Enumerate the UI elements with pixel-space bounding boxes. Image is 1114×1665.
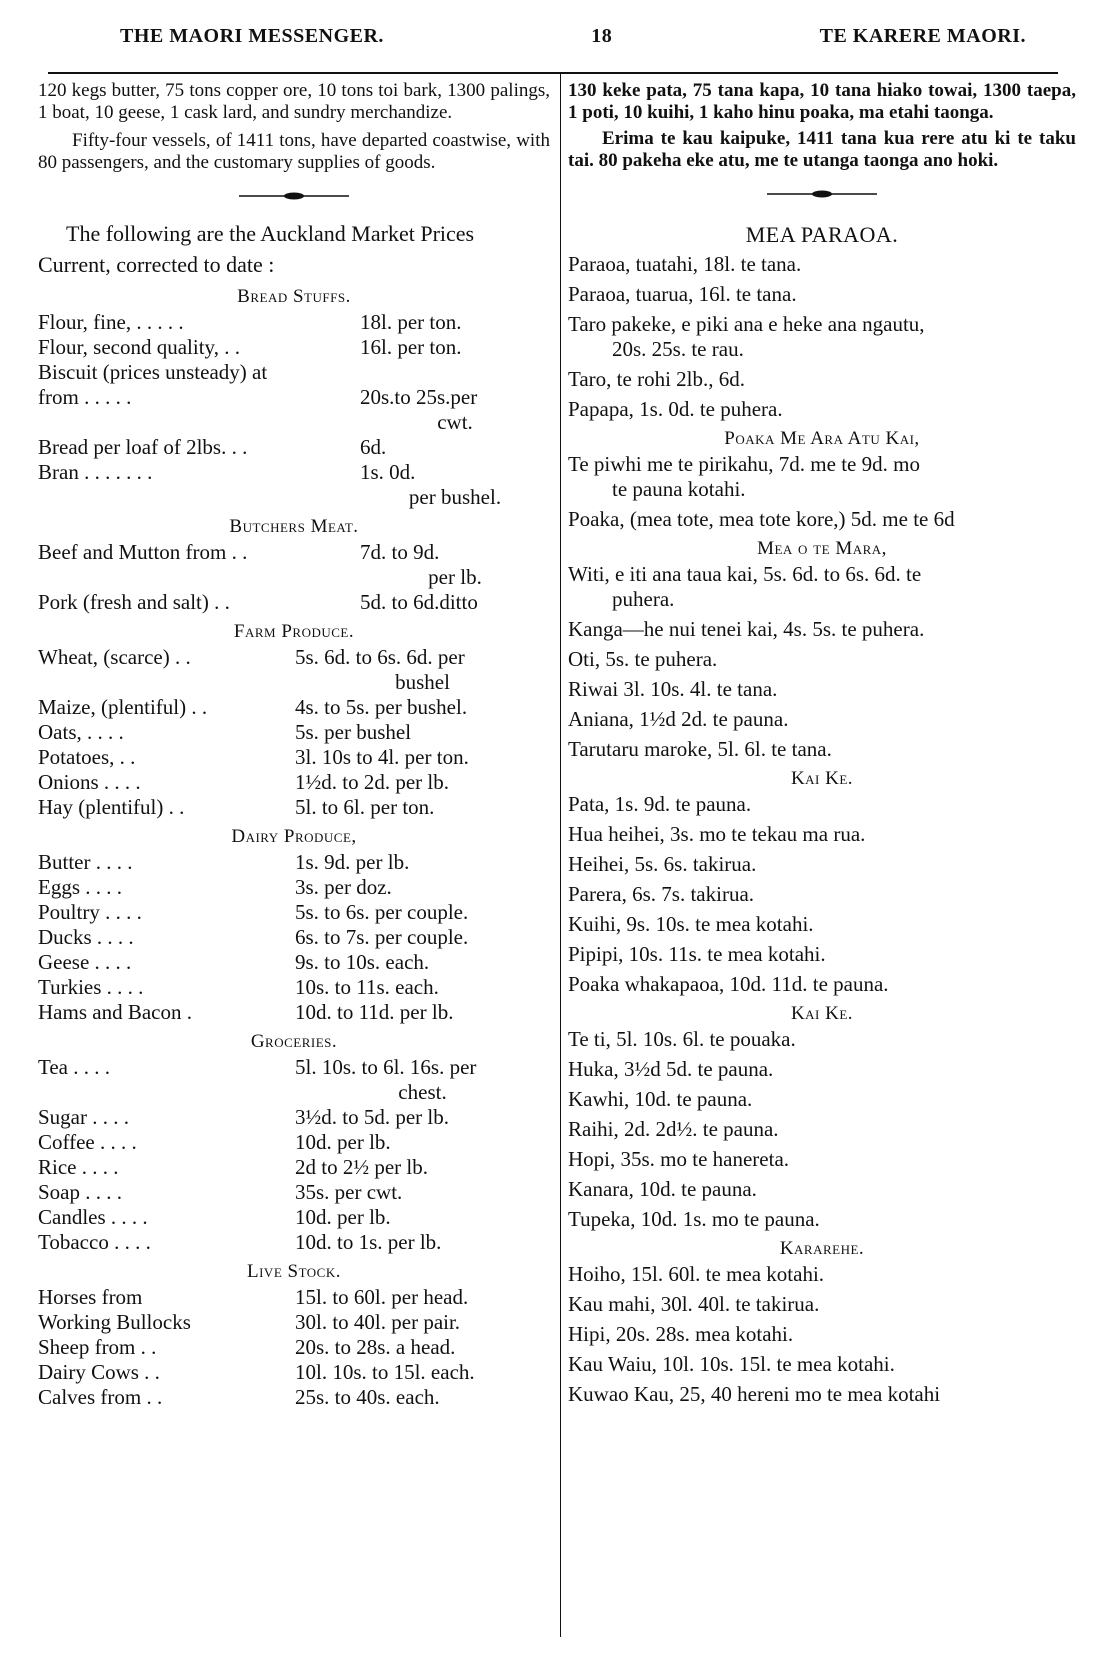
maori-column <box>568 80 1076 1637</box>
price-value: 5s. to 6s. per couple. <box>295 900 469 924</box>
price-item: Hams and Bacon . <box>38 1000 192 1024</box>
price-value: 5l. to 6l. per ton. <box>295 795 435 819</box>
price-value-continued: chest. <box>398 1080 447 1104</box>
price-item: Eggs . . . . <box>38 875 122 899</box>
price-row <box>38 460 550 510</box>
price-entry-text: Pipipi, 10s. 11s. te mea kotahi. <box>568 942 826 966</box>
price-value: 1s. 0d. <box>360 460 416 484</box>
price-entry-text: Poaka whakapaoa, 10d. 11d. te pauna. <box>568 972 889 996</box>
cargo-paragraph-maori: 130 keke pata, 75 tana kapa, 10 tana hiako towai, 1300 taepa, 1 poti, 10 kuihi, 1 kaho hinu poaka, ma etahi taonga. <box>568 80 1076 123</box>
price-entry-text: Kuihi, 9s. 10s. te mea kotahi. <box>568 912 814 936</box>
price-entry-text: Parera, 6s. 7s. takirua. <box>568 882 755 906</box>
price-row <box>38 310 550 335</box>
price-entry-maori <box>568 707 1076 732</box>
price-entry-text: Paraoa, tuarua, 16l. te tana. <box>568 282 797 306</box>
price-value: 6s. to 7s. per couple. <box>295 925 469 949</box>
section-heading-maori: Mea o te Mara, <box>757 538 887 559</box>
price-value: 20s. to 28s. a head. <box>295 1335 456 1359</box>
price-item: Coffee . . . . <box>38 1130 137 1154</box>
price-row <box>38 1105 550 1130</box>
price-item: Wheat, (scarce) . . <box>38 645 191 669</box>
price-item: Poultry . . . . <box>38 900 142 924</box>
price-value: 5s. 6d. to 6s. 6d. per <box>295 645 465 669</box>
price-value: 5d. to 6d.ditto <box>360 590 478 614</box>
price-row <box>38 925 550 950</box>
price-row <box>38 590 550 615</box>
page-number: 18 <box>591 24 613 47</box>
price-entry-text: Tarutaru maroke, 5l. 6l. te tana. <box>568 737 832 761</box>
price-item: Working Bullocks <box>38 1310 191 1334</box>
price-entry-maori <box>568 1322 1076 1347</box>
price-item: Hay (plentiful) . . <box>38 795 185 819</box>
price-entry-text: Taro, te rohi 2lb., 6d. <box>568 367 745 391</box>
price-value: 1½d. to 2d. per lb. <box>295 770 449 794</box>
vessels-paragraph: Fifty-four vessels, of 1411 tons, have departed coastwise, with 80 passengers, and the customary supplies of goods. <box>38 130 550 173</box>
price-entry-text: Hipi, 20s. 28s. mea kotahi. <box>568 1322 794 1346</box>
price-entry-text: Kanara, 10d. te pauna. <box>568 1177 757 1201</box>
price-item: Dairy Cows . . <box>38 1360 160 1384</box>
price-row <box>38 1000 550 1025</box>
price-entry-text: Oti, 5s. te puhera. <box>568 647 718 671</box>
price-value: 18l. per ton. <box>360 310 462 334</box>
price-entry-maori <box>568 507 1076 532</box>
price-value: 6d. <box>360 435 387 459</box>
price-value: 1s. 9d. per lb. <box>295 850 410 874</box>
price-row <box>38 850 550 875</box>
price-item: Oats, . . . . <box>38 720 124 744</box>
maori-price-list <box>568 252 1076 1407</box>
price-entry-maori <box>568 792 1076 817</box>
price-row <box>38 1130 550 1155</box>
price-entry-text: Hoiho, 15l. 60l. te mea kotahi. <box>568 1262 825 1286</box>
section-heading: Farm Produce. <box>233 621 355 642</box>
price-item: Turkies . . . . <box>38 975 144 999</box>
price-entry-maori <box>568 1292 1076 1317</box>
price-row <box>38 385 550 435</box>
price-row <box>38 720 550 745</box>
price-entry-continued: 20s. 25s. te rau. <box>612 337 744 361</box>
price-spacer <box>38 565 360 590</box>
price-value: 3s. per doz. <box>295 875 392 899</box>
price-item: Bread per loaf of 2lbs. . . <box>38 435 248 459</box>
price-value-continued: per bushel. <box>408 485 502 509</box>
price-item: Flour, fine, . . . . . <box>38 310 184 334</box>
price-value: 5s. per bushel <box>295 720 412 744</box>
price-entry-text: Kau Waiu, 10l. 10s. 15l. te mea kotahi. <box>568 1352 895 1376</box>
price-value: 5l. 10s. to 6l. 16s. per <box>295 1055 477 1079</box>
price-row <box>38 950 550 975</box>
price-entry-continued: puhera. <box>612 587 675 611</box>
price-entry-maori <box>568 942 1076 967</box>
price-row <box>38 1180 550 1205</box>
price-row <box>38 1155 550 1180</box>
price-entry-maori <box>568 367 1076 392</box>
price-item: Beef and Mutton from . . <box>38 540 248 564</box>
price-entry-text: Papapa, 1s. 0d. te puhera. <box>568 397 783 421</box>
price-entry-text: Te piwhi me te pirikahu, 7d. me te 9d. mo <box>568 452 920 476</box>
price-value: 3½d. to 5d. per lb. <box>295 1105 449 1129</box>
price-value: 4s. to 5s. per bushel. <box>295 695 468 719</box>
price-entry-text: Kanga—he nui tenei kai, 4s. 5s. te puhera. <box>568 617 925 641</box>
price-item: Geese . . . . <box>38 950 132 974</box>
price-item: Horses from <box>38 1285 143 1309</box>
section-heading: Bread Stuffs. <box>237 286 351 307</box>
price-row <box>38 975 550 1000</box>
price-row <box>38 645 550 695</box>
price-entry-text: Taro pakeke, e piki ana e heke ana ngautu, <box>568 312 925 336</box>
price-entry-text: Te ti, 5l. 10s. 6l. te pouaka. <box>568 1027 796 1051</box>
price-row <box>38 435 550 460</box>
price-value: 10s. to 11s. each. <box>295 975 439 999</box>
price-entry-text: Pata, 1s. 9d. te pauna. <box>568 792 752 816</box>
section-heading-maori: Poaka Me Ara Atu Kai, <box>724 428 920 449</box>
price-value: 20s.to 25s.per <box>360 385 478 409</box>
price-entry-text: Poaka, (mea tote, mea tote kore,) 5d. me te 6d <box>568 507 955 531</box>
price-entry-maori <box>568 397 1076 422</box>
price-value: 10d. per lb. <box>295 1130 391 1154</box>
price-entry-maori <box>568 1117 1076 1142</box>
price-entry-text: Huka, 3½d 5d. te pauna. <box>568 1057 774 1081</box>
price-item: Rice . . . . <box>38 1155 119 1179</box>
price-entry-maori <box>568 282 1076 307</box>
price-entry-text: Paraoa, tuatahi, 18l. te tana. <box>568 252 802 276</box>
market-intro: The following are the Auckland Market Prices Current, corrected to date : <box>38 221 475 277</box>
price-entry-text: Hua heihei, 3s. mo te tekau ma rua. <box>568 822 866 846</box>
price-entry-maori <box>568 1207 1076 1232</box>
price-entry-maori <box>568 912 1076 937</box>
price-entry-text: Raihi, 2d. 2d½. te pauna. <box>568 1117 779 1141</box>
price-value: 35s. per cwt. <box>295 1180 403 1204</box>
price-item: Flour, second quality, . . <box>38 335 240 359</box>
section-heading: Groceries. <box>250 1031 338 1052</box>
price-sections <box>38 286 550 1410</box>
price-item: Soap . . . . <box>38 1180 122 1204</box>
price-item: Candles . . . . <box>38 1205 148 1229</box>
price-spacer <box>38 1080 295 1105</box>
price-entry-text: Aniana, 1½d 2d. te pauna. <box>568 707 789 731</box>
price-entry-maori <box>568 252 1076 277</box>
price-item: Butter . . . . <box>38 850 133 874</box>
price-item: Potatoes, . . <box>38 745 136 769</box>
price-value: 3l. 10s to 4l. per ton. <box>295 745 469 769</box>
price-entry-text: Tupeka, 10d. 1s. mo te pauna. <box>568 1207 820 1231</box>
price-item: Ducks . . . . <box>38 925 134 949</box>
price-value: 10d. to 11d. per lb. <box>295 1000 454 1024</box>
price-item: Pork (fresh and salt) . . <box>38 590 230 614</box>
price-row <box>38 1285 550 1310</box>
maori-masthead: TE KARERE MAORI. <box>819 24 1026 47</box>
price-entry-maori <box>568 737 1076 762</box>
cargo-paragraph: 120 kegs butter, 75 tons copper ore, 10 tons toi bark, 1300 palings, 1 boat, 10 geese, 1 cask lard, and sundry merchandize. <box>38 80 550 123</box>
vessels-paragraph-maori: Erima te kau kaipuke, 1411 tana kua rere atu ki te taku tai. 80 pakeha eke atu, me te utanga taonga ano hoki. <box>568 128 1076 171</box>
english-masthead: THE MAORI MESSENGER. <box>120 24 384 47</box>
price-entry-maori <box>568 452 1076 502</box>
price-value-continued: cwt. <box>437 410 473 434</box>
price-entry-maori <box>568 1382 1076 1407</box>
section-heading-maori: Kararehe. <box>779 1238 865 1259</box>
price-entry-text: Heihei, 5s. 6s. takirua. <box>568 852 757 876</box>
price-row <box>38 1055 550 1105</box>
price-row <box>38 540 550 590</box>
price-value: 25s. to 40s. each. <box>295 1385 440 1409</box>
price-item: Tobacco . . . . <box>38 1230 151 1254</box>
price-value: 10d. to 1s. per lb. <box>295 1230 442 1254</box>
price-spacer <box>38 485 360 510</box>
section-heading: Butchers Meat. <box>229 516 359 537</box>
price-entry-text: Kawhi, 10d. te pauna. <box>568 1087 753 1111</box>
price-entry-maori <box>568 562 1076 612</box>
price-row <box>38 770 550 795</box>
price-row <box>38 1360 550 1385</box>
price-row <box>38 1385 550 1410</box>
price-row <box>38 695 550 720</box>
price-entry-text: Kau mahi, 30l. 40l. te takirua. <box>568 1292 820 1316</box>
price-item: Biscuit (prices unsteady) at <box>38 360 268 384</box>
price-item: Onions . . . . <box>38 770 141 794</box>
price-item: Calves from . . <box>38 1385 163 1409</box>
section-ornament <box>38 174 550 218</box>
price-entry-maori <box>568 972 1076 997</box>
price-row <box>38 795 550 820</box>
price-value: 7d. to 9d. <box>360 540 440 564</box>
price-item: Sugar . . . . <box>38 1105 129 1129</box>
section-heading-maori: Kai Ke. <box>790 768 854 789</box>
price-entry-continued: te pauna kotahi. <box>612 477 746 501</box>
price-item: from . . . . . <box>38 385 132 409</box>
price-row <box>38 360 550 385</box>
price-entry-maori <box>568 1087 1076 1112</box>
price-entry-maori <box>568 1262 1076 1287</box>
price-entry-maori <box>568 852 1076 877</box>
price-entry-maori <box>568 1177 1076 1202</box>
price-entry-maori <box>568 882 1076 907</box>
price-entry-text: Kuwao Kau, 25, 40 hereni mo te mea kotahi <box>568 1382 941 1406</box>
price-row <box>38 335 550 360</box>
section-heading-maori: Kai Ke. <box>790 1003 854 1024</box>
price-value <box>360 360 550 385</box>
price-value: 10d. per lb. <box>295 1205 391 1229</box>
price-entry-maori <box>568 1027 1076 1052</box>
price-entry-text: Hopi, 35s. mo te hanereta. <box>568 1147 790 1171</box>
price-entry-maori <box>568 647 1076 672</box>
price-row <box>38 900 550 925</box>
price-row <box>38 745 550 770</box>
section-ornament <box>568 172 1076 216</box>
price-value: 30l. to 40l. per pair. <box>295 1310 461 1334</box>
price-item: Tea . . . . <box>38 1055 111 1079</box>
price-value-continued: bushel <box>395 670 450 694</box>
price-entry-maori <box>568 1057 1076 1082</box>
price-item: Maize, (plentiful) . . <box>38 695 208 719</box>
price-entry-text: Riwai 3l. 10s. 4l. te tana. <box>568 677 778 701</box>
price-spacer <box>38 670 295 695</box>
section-heading: Dairy Produce, <box>231 826 357 847</box>
price-value-continued: per lb. <box>428 565 482 589</box>
price-value: 9s. to 10s. each. <box>295 950 430 974</box>
section-heading: Live Stock. <box>247 1261 341 1282</box>
price-row <box>38 875 550 900</box>
mea-paraoa-heading: MEA PARAOA. <box>745 222 899 247</box>
price-spacer <box>38 410 360 435</box>
price-item: Bran . . . . . . . <box>38 460 153 484</box>
english-column <box>38 80 550 1637</box>
price-row <box>38 1230 550 1255</box>
page-header <box>120 18 1026 54</box>
price-entry-maori <box>568 822 1076 847</box>
price-item: Sheep from . . <box>38 1335 157 1359</box>
price-entry-maori <box>568 677 1076 702</box>
price-entry-maori <box>568 312 1076 362</box>
price-value: 15l. to 60l. per head. <box>295 1285 469 1309</box>
price-entry-maori <box>568 617 1076 642</box>
price-entry-maori <box>568 1352 1076 1377</box>
price-entry-maori <box>568 1147 1076 1172</box>
price-value: 10l. 10s. to 15l. each. <box>295 1360 475 1384</box>
price-row <box>38 1205 550 1230</box>
price-row <box>38 1310 550 1335</box>
price-entry-text: Witi, e iti ana taua kai, 5s. 6d. to 6s. 6d. te <box>568 562 922 586</box>
price-value: 2d to 2½ per lb. <box>295 1155 428 1179</box>
column-divider <box>560 74 561 1637</box>
price-row <box>38 1335 550 1360</box>
header-rule <box>48 72 1058 74</box>
price-value: 16l. per ton. <box>360 335 462 359</box>
